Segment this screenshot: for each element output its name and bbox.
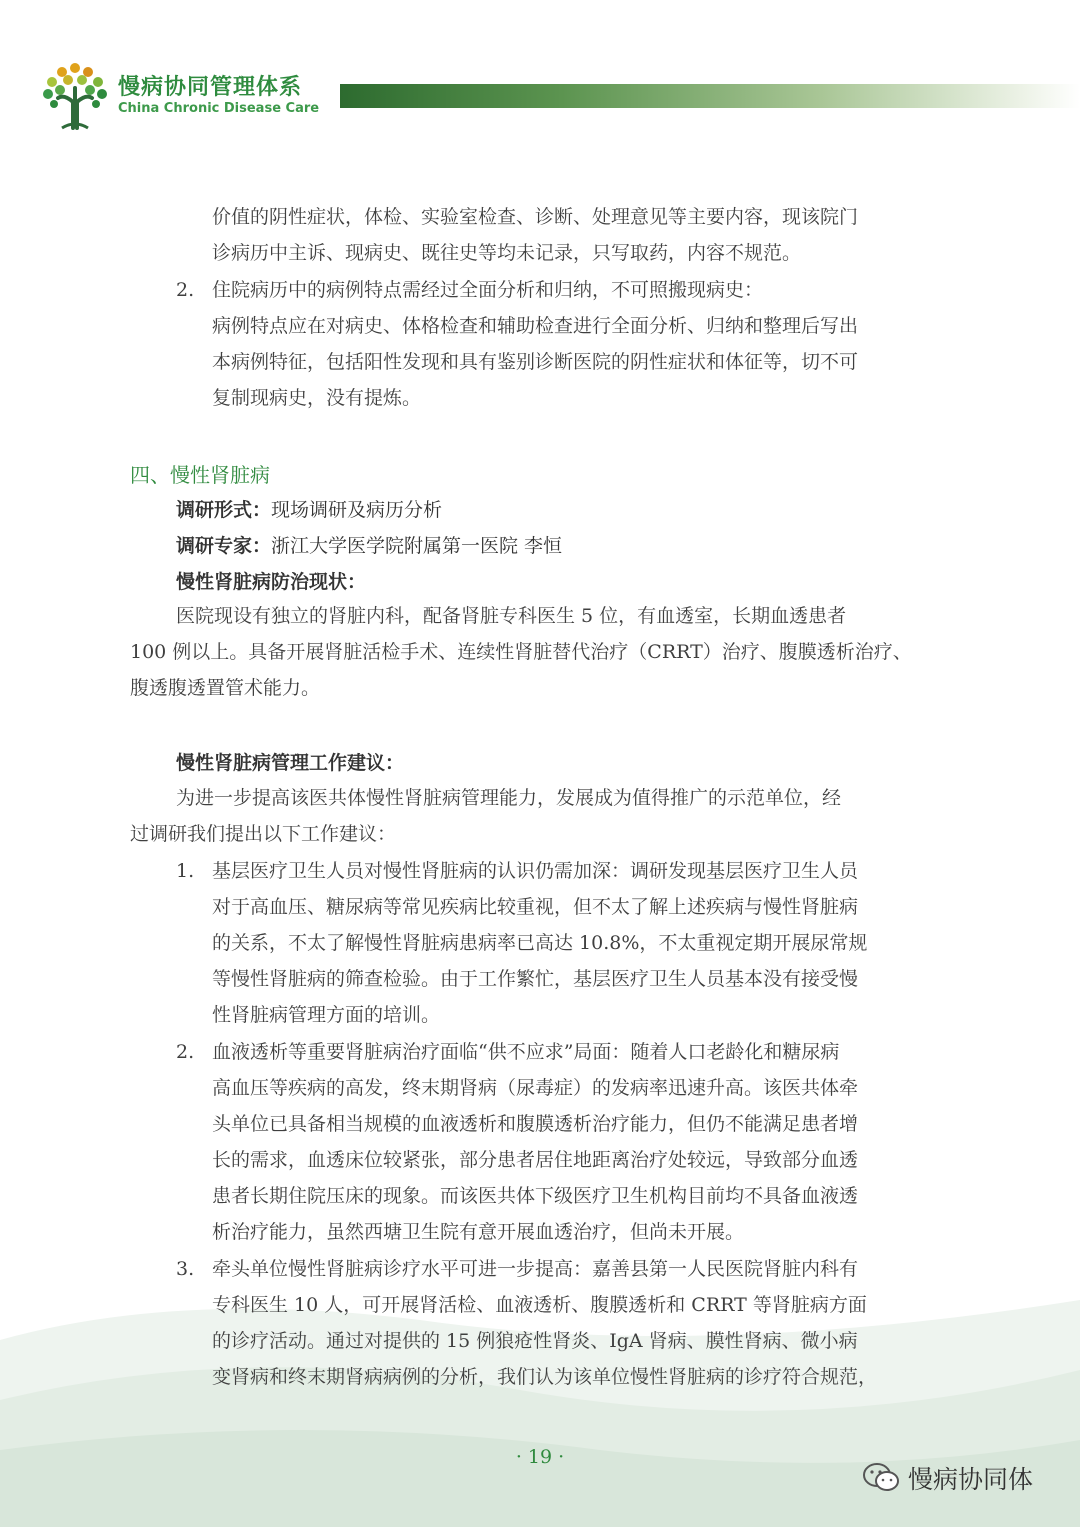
text-line: 过调研我们提出以下工作建议： <box>130 823 397 845</box>
text-line: 医院现设有独立的肾脏内科，配备肾脏专科医生 5 位，有血透室，长期血透患者 <box>176 605 847 627</box>
text-line: 复制现病史，没有提炼。 <box>212 387 422 409</box>
text-line: 血液透析等重要肾脏病治疗面临“供不应求”局面：随着人口老龄化和糖尿病 <box>212 1041 840 1063</box>
text-line: 病例特点应在对病史、体格检查和辅助检查进行全面分析、归纳和整理后写出 <box>212 315 859 337</box>
brand-name-en: China Chronic Disease Care <box>118 101 320 116</box>
text-line: 腹透腹透置管术能力。 <box>130 677 321 699</box>
text-line: 变肾病和终末期肾病病例的分析，我们认为该单位慢性肾脏病的诊疗符合规范， <box>212 1366 878 1388</box>
text-line: 牵头单位慢性肾脏病诊疗水平可进一步提高：嘉善县第一人民医院肾脏内科有 <box>212 1258 859 1280</box>
status-title-text: 慢性肾脏病防治现状： <box>176 571 367 593</box>
text-line: 基层医疗卫生人员对慢性肾脏病的认识仍需加深：调研发现基层医疗卫生人员 <box>212 860 859 882</box>
list-number: 2. <box>176 1041 195 1063</box>
text-line: 头单位已具备相当规模的血液透析和腹膜透析治疗能力，但仍不能满足患者增 <box>212 1113 859 1135</box>
text-line: 100 例以上。具备开展肾脏活检手术、连续性肾脏替代治疗（CRRT）治疗、腹膜透析治疗、 <box>130 641 912 663</box>
expert-label: 调研专家： <box>176 535 272 557</box>
text-line: 诊病历中主诉、现病史、既往史等均未记录，只写取药，内容不规范。 <box>212 242 802 264</box>
advice-title <box>176 748 404 775</box>
wechat-watermark <box>862 1460 1033 1496</box>
section-heading: 四、慢性肾脏病 <box>130 463 270 487</box>
text-line: 高血压等疾病的高发，终末期肾病（尿毒症）的发病率迅速升高。该医共体牵 <box>212 1077 859 1099</box>
advice-title-text: 慢性肾脏病管理工作建议： <box>176 752 405 774</box>
survey-form-label: 调研形式： <box>176 499 272 521</box>
brand-name-cn: 慢病协同管理体系 <box>118 75 303 100</box>
expert-value: 浙江大学医学院附属第一医院 李恒 <box>271 535 563 557</box>
list-number: 2. <box>176 279 195 301</box>
text-line: 性肾脏病管理方面的培训。 <box>212 1004 441 1026</box>
text-line: 为进一步提高该医共体慢性肾脏病管理能力，发展成为值得推广的示范单位，经 <box>176 787 842 809</box>
status-title <box>176 567 366 594</box>
text-line: 析治疗能力，虽然西塘卫生院有意开展血透治疗，但尚未开展。 <box>212 1221 745 1243</box>
text-line: 的诊疗活动。通过对提供的 15 例狼疮性肾炎、IgA 肾病、膜性肾病、微小病 <box>212 1330 858 1352</box>
list-number: 3. <box>176 1258 195 1280</box>
text-line: 患者长期住院压床的现象。而该医共体下级医疗卫生机构目前均不具备血液透 <box>212 1185 859 1207</box>
survey-form-value: 现场调研及病历分析 <box>271 499 443 521</box>
header-gradient-bar <box>340 84 1080 108</box>
text-line: 长的需求，血透床位较紧张，部分患者居住地距离治疗处较远，导致部分血透 <box>212 1149 859 1171</box>
text-line: 本病例特征，包括阳性发现和具有鉴别诊断医院的阴性症状和体征等，切不可 <box>212 351 859 373</box>
text-line: 等慢性肾脏病的筛查检验。由于工作繁忙，基层医疗卫生人员基本没有接受慢 <box>212 968 859 990</box>
watermark-text: 慢病协同体 <box>908 1465 1034 1494</box>
page-number: · 19 · <box>515 1446 565 1468</box>
list-number: 1. <box>176 860 195 882</box>
text-line: 价值的阴性症状，体检、实验室检查、诊断、处理意见等主要内容，现该院门 <box>212 206 859 228</box>
text-line: 专科医生 10 人，可开展肾活检、血液透析、腹膜透析和 CRRT 等肾脏病方面 <box>212 1294 867 1316</box>
survey-form-row <box>176 495 442 522</box>
text-line: 住院病历中的病例特点需经过全面分析和归纳，不可照搬现病史： <box>212 279 764 301</box>
expert-row <box>176 531 562 558</box>
text-line: 的关系，不太了解慢性肾脏病患病率已高达 10.8%，不太重视定期开展尿常规 <box>212 932 868 954</box>
wechat-icon <box>862 1462 900 1494</box>
tree-logo-icon <box>40 58 110 130</box>
page-header <box>0 0 1080 140</box>
text-line: 对于高血压、糖尿病等常见疾病比较重视，但不太了解上述疾病与慢性肾脏病 <box>212 896 859 918</box>
